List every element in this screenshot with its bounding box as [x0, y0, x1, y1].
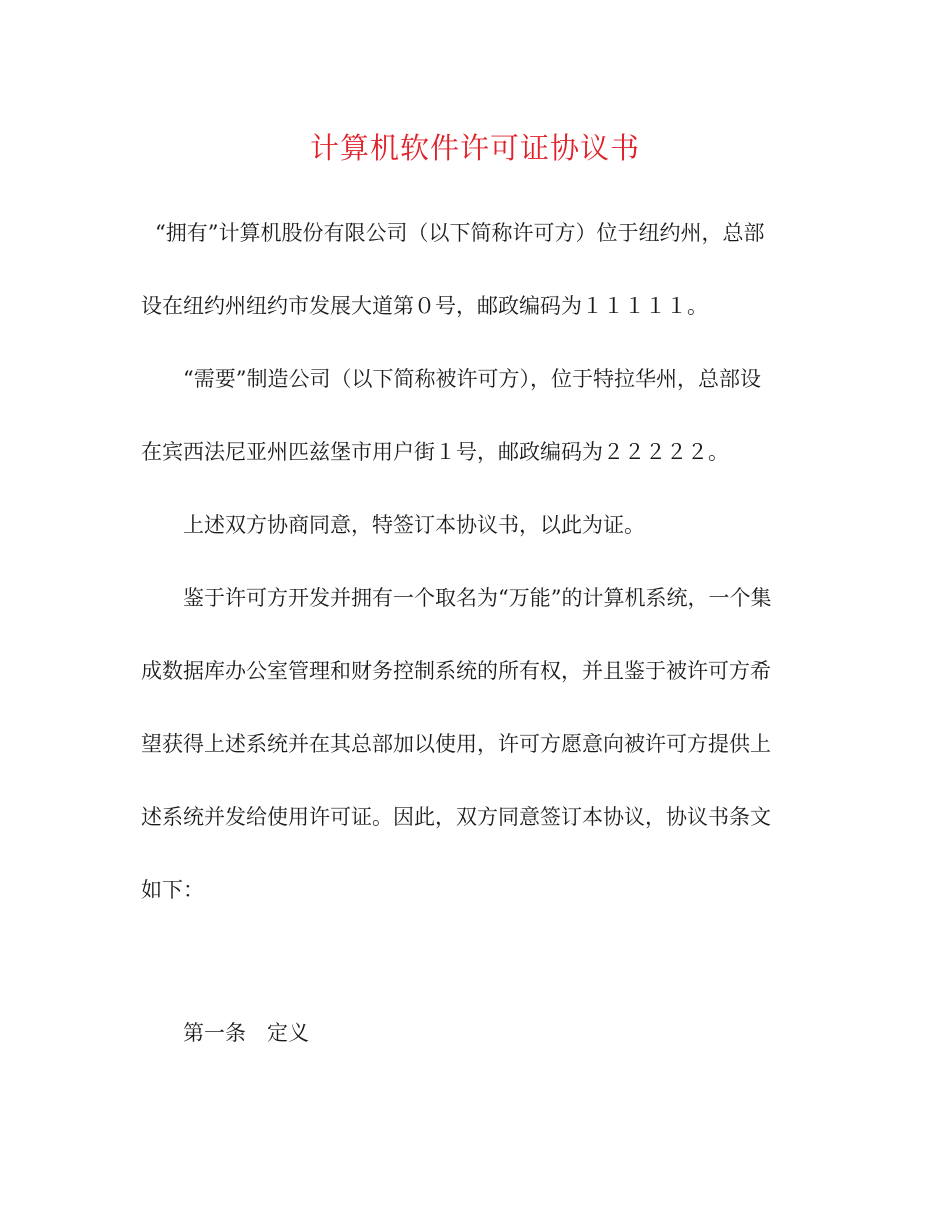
paragraph-4-line-1: 鉴于许可方开发并拥有一个取名为“万能”的计算机系统，一个集: [183, 586, 772, 610]
paragraph-2-line-1: “需要”制造公司（以下简称被许可方），位于特拉华州，总部设: [183, 367, 761, 391]
document-title: 计算机软件许可证协议书: [309, 131, 640, 165]
paragraph-1-line-2: 设在纽约州纽约市发展大道第０号，邮政编码为１１１１１。: [141, 294, 708, 318]
paragraph-1-line-1: “拥有”计算机股份有限公司（以下简称许可方）位于纽约州，总部: [155, 221, 765, 245]
paragraph-4-line-4: 述系统并发给使用许可证。因此，双方同意签订本协议，协议书条文: [141, 805, 771, 829]
document-body: [141, 215, 793, 945]
paragraph-4-line-5: 如下：: [141, 878, 204, 902]
article-heading: 第一条 定义: [183, 1021, 309, 1045]
paragraph-4-line-3: 望获得上述系统并在其总部加以使用，许可方愿意向被许可方提供上: [141, 732, 771, 756]
paragraph-3-line-1: 上述双方协商同意，特签订本协议书，以此为证。: [183, 513, 645, 537]
paragraph-4-line-2: 成数据库办公室管理和财务控制系统的所有权，并且鉴于被许可方希: [141, 659, 771, 683]
paragraph-2-line-2: 在宾西法尼亚州匹兹堡市用户街１号，邮政编码为２２２２２。: [141, 440, 729, 464]
